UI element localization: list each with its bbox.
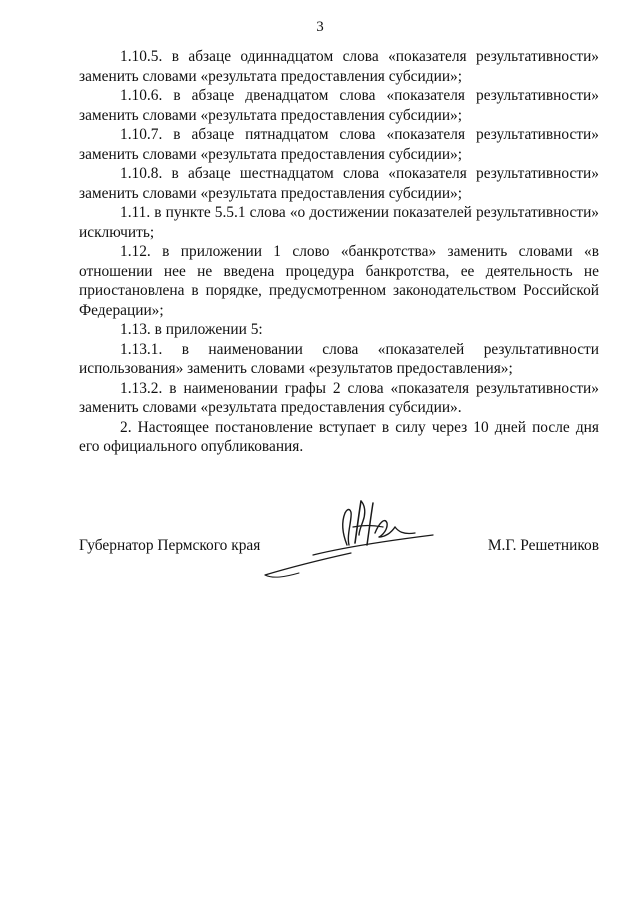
signatory-name: М.Г. Решетников [487, 537, 599, 554]
paragraph-1-13: 1.13. в приложении 5: [120, 321, 263, 338]
paragraph-1-10-7: 1.10.7. в абзаце пятнадцатом слова «показателя результативности» заменить словами «результата предоставления субсидии»; [79, 126, 599, 163]
handwritten-signature [255, 483, 455, 583]
paragraph-2: 2. Настоящее постановление вступает в силу через 10 дней после дня его официального опубликования. [79, 418, 599, 455]
paragraph-1-10-6: 1.10.6. в абзаце двенадцатом слова «показателя результативности» заменить словами «результата предоставления субсидии»; [79, 87, 599, 124]
paragraph-1-13-2: 1.13.2. в наименовании графы 2 слова «показателя результативности» заменить словами «результата предоставления субсидии». [79, 379, 599, 416]
paragraph-1-10-8: 1.10.8. в абзаце шестнадцатом слова «показателя результативности» заменить словами «результата предоставления субсидии»; [79, 165, 599, 202]
paragraph-1-13-1: 1.13.1. в наименовании слова «показателей результативности использования» заменить словами «результатов предоставления»; [79, 340, 599, 377]
document-body [79, 47, 599, 457]
paragraph-1-12: 1.12. в приложении 1 слово «банкротства» заменить словами «в отношении нее не введена процедура банкротства, ее деятельность не приостановлена в порядке, предусмотренном законодательством Российской Федерации»; [79, 243, 599, 319]
signatory-position: Губернатор Пермского края [79, 537, 261, 554]
signature-block [79, 537, 599, 559]
paragraph-1-11: 1.11. в пункте 5.5.1 слова «о достижении показателей результативности» исключить; [79, 204, 599, 241]
paragraph-1-10-5: 1.10.5. в абзаце одиннадцатом слова «показателя результативности» заменить словами «результата предоставления субсидии»; [79, 48, 599, 85]
page-number: 3 [316, 19, 324, 35]
